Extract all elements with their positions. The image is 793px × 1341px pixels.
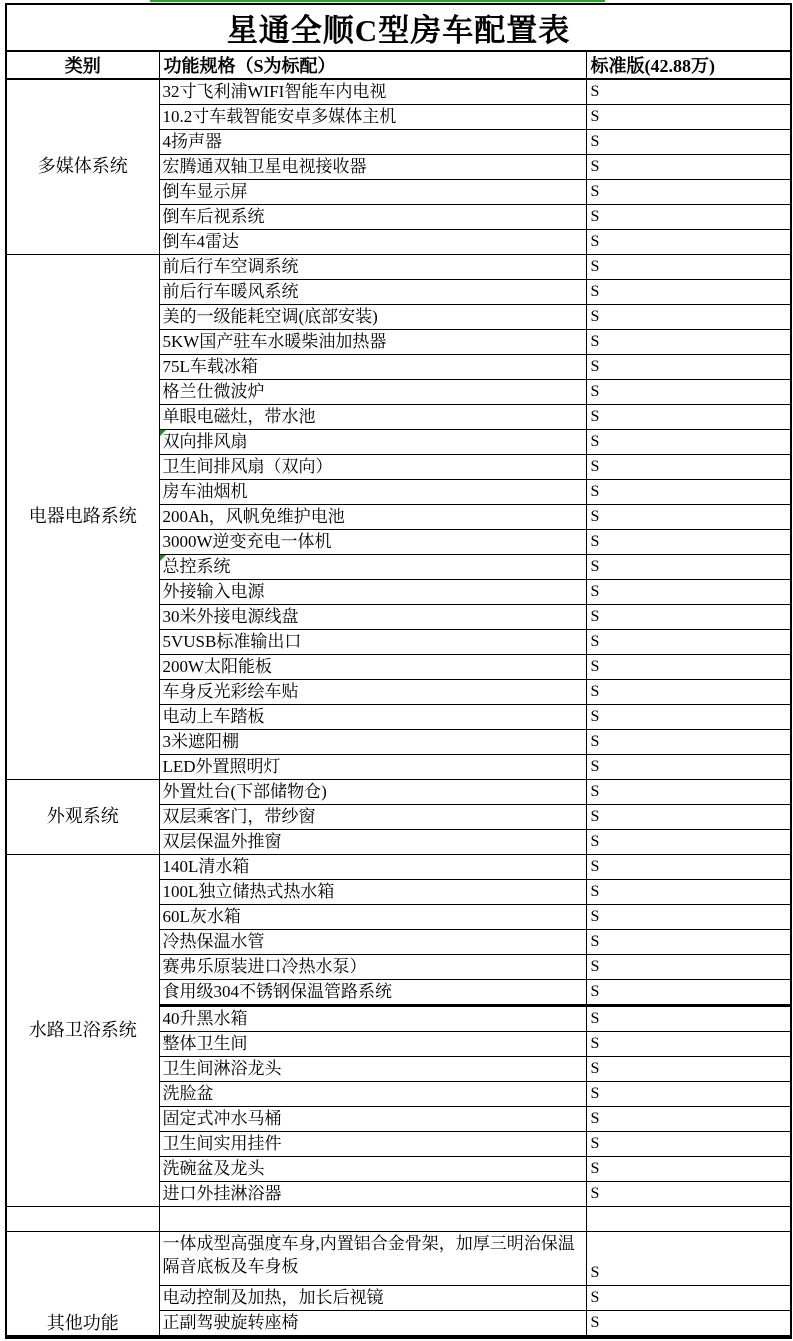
table-row [6, 1207, 791, 1232]
value-cell: S [586, 1232, 791, 1286]
spec-cell: 3000W逆变充电一体机 [159, 530, 586, 555]
value-cell: S [586, 530, 791, 555]
table-row [6, 255, 791, 280]
value-cell: S [586, 705, 791, 730]
spec-cell: 前后行车暖风系统 [159, 280, 586, 305]
category-cell [6, 1207, 159, 1232]
value-cell: S [586, 805, 791, 830]
table-row [6, 1232, 791, 1286]
spec-cell: 美的一级能耗空调(底部安装) [159, 305, 586, 330]
spec-cell: 车身反光彩绘车贴 [159, 680, 586, 705]
table-row [6, 855, 791, 880]
value-cell: S [586, 730, 791, 755]
value-cell: S [586, 555, 791, 580]
spec-cell: 40升黑水箱 [159, 1006, 586, 1032]
value-cell: S [586, 380, 791, 405]
value-cell: S [586, 830, 791, 855]
value-cell: S [586, 1286, 791, 1311]
spec-cell: 卫生间淋浴龙头 [159, 1057, 586, 1082]
value-cell: S [586, 405, 791, 430]
spec-cell: 100L独立储热式热水箱 [159, 880, 586, 905]
spec-cell: 4扬声器 [159, 130, 586, 155]
spec-cell: 前后行车空调系统 [159, 255, 586, 280]
value-cell: S [586, 1032, 791, 1057]
spec-cell: 倒车后视系统 [159, 205, 586, 230]
category-cell: 多媒体系统 [6, 79, 159, 255]
category-cell: 其他功能 [6, 1232, 159, 1338]
table-head [6, 4, 791, 79]
value-cell: S [586, 180, 791, 205]
spec-cell: LED外置照明灯 [159, 755, 586, 780]
spec-cell: 总控系统 [159, 555, 586, 580]
spec-cell: 电动上车踏板 [159, 705, 586, 730]
value-cell: S [586, 680, 791, 705]
spec-cell: 电动控制及加热，加长后视镜 [159, 1286, 586, 1311]
value-cell: S [586, 880, 791, 905]
value-cell: S [586, 455, 791, 480]
spec-cell: 整体卫生间 [159, 1032, 586, 1057]
spec-cell: 一体成型高强度车身,内置铝合金骨架，加厚三明治保温隔音底板及车身板 [159, 1232, 586, 1286]
value-cell: S [586, 955, 791, 980]
spec-cell: 食用级304不锈钢保温管路系统 [159, 980, 586, 1006]
spec-cell: 200Ah，风帆免维护电池 [159, 505, 586, 530]
value-cell: S [586, 430, 791, 455]
value-cell: S [586, 780, 791, 805]
value-cell: S [586, 905, 791, 930]
category-cell: 外观系统 [6, 780, 159, 855]
category-cell: 电器电路系统 [6, 255, 159, 780]
rv-config-table [5, 3, 792, 1339]
value-cell: S [586, 855, 791, 880]
spec-cell: 单眼电磁灶，带水池 [159, 405, 586, 430]
spec-cell: 外置灶台(下部储物仓) [159, 780, 586, 805]
spec-cell: 倒车4雷达 [159, 230, 586, 255]
value-cell: S [586, 230, 791, 255]
value-cell: S [586, 205, 791, 230]
value-cell: S [586, 155, 791, 180]
value-cell: S [586, 1182, 791, 1207]
header-category: 类别 [6, 51, 159, 79]
spec-cell: 140L清水箱 [159, 855, 586, 880]
value-cell: S [586, 1132, 791, 1157]
spec-cell: 洗碗盆及龙头 [159, 1157, 586, 1182]
table-row [6, 79, 791, 105]
spec-cell: 房车油烟机 [159, 480, 586, 505]
spec-cell: 200W太阳能板 [159, 655, 586, 680]
value-cell [586, 1207, 791, 1232]
value-cell: S [586, 79, 791, 105]
value-cell: S [586, 980, 791, 1006]
value-cell: S [586, 1006, 791, 1032]
spec-cell: 10.2寸车载智能安卓多媒体主机 [159, 105, 586, 130]
spec-cell: 进口外挂淋浴器 [159, 1182, 586, 1207]
value-cell: S [586, 305, 791, 330]
value-cell: S [586, 1107, 791, 1132]
value-cell: S [586, 355, 791, 380]
value-cell: S [586, 1311, 791, 1338]
value-cell: S [586, 280, 791, 305]
spec-cell: 双层乘客门，带纱窗 [159, 805, 586, 830]
value-cell: S [586, 480, 791, 505]
table-row [6, 780, 791, 805]
spec-cell: 75L车载冰箱 [159, 355, 586, 380]
spec-cell: 卫生间排风扇（双向） [159, 455, 586, 480]
spec-cell: 洗脸盆 [159, 1082, 586, 1107]
table-title: 星通全顺C型房车配置表 [6, 4, 791, 51]
column-header-row [6, 51, 791, 79]
spec-cell: 5KW国产驻车水暖柴油加热器 [159, 330, 586, 355]
value-cell: S [586, 655, 791, 680]
spec-cell: 双层保温外推窗 [159, 830, 586, 855]
value-cell: S [586, 105, 791, 130]
spec-cell: 3米遮阳棚 [159, 730, 586, 755]
value-cell: S [586, 1057, 791, 1082]
value-cell: S [586, 330, 791, 355]
header-edition: 标准版(42.88万) [586, 51, 791, 79]
value-cell: S [586, 130, 791, 155]
value-cell: S [586, 1082, 791, 1107]
title-row [6, 4, 791, 51]
value-cell: S [586, 930, 791, 955]
spec-cell: 倒车显示屏 [159, 180, 586, 205]
spec-cell: 正副驾驶旋转座椅 [159, 1311, 586, 1338]
spec-cell: 固定式冲水马桶 [159, 1107, 586, 1132]
value-cell: S [586, 630, 791, 655]
spec-cell: 双向排风扇 [159, 430, 586, 455]
value-cell: S [586, 580, 791, 605]
spec-cell: 30米外接电源线盘 [159, 605, 586, 630]
value-cell: S [586, 605, 791, 630]
spec-cell: 60L灰水箱 [159, 905, 586, 930]
spec-cell: 格兰仕微波炉 [159, 380, 586, 405]
spec-cell: 宏腾通双轴卫星电视接收器 [159, 155, 586, 180]
spec-cell [159, 1207, 586, 1232]
spec-cell: 32寸飞利浦WIFI智能车内电视 [159, 79, 586, 105]
value-cell: S [586, 255, 791, 280]
value-cell: S [586, 505, 791, 530]
value-cell: S [586, 755, 791, 780]
spec-cell: 赛弗乐原装进口冷热水泵） [159, 955, 586, 980]
excel-gridline-artifact [150, 0, 605, 2]
spec-cell: 卫生间实用挂件 [159, 1132, 586, 1157]
category-cell: 水路卫浴系统 [6, 855, 159, 1207]
config-table-body [6, 79, 791, 1337]
header-spec: 功能规格（S为标配） [159, 51, 586, 79]
spec-cell: 外接输入电源 [159, 580, 586, 605]
spec-cell: 冷热保温水管 [159, 930, 586, 955]
value-cell: S [586, 1157, 791, 1182]
spec-cell: 5VUSB标准输出口 [159, 630, 586, 655]
